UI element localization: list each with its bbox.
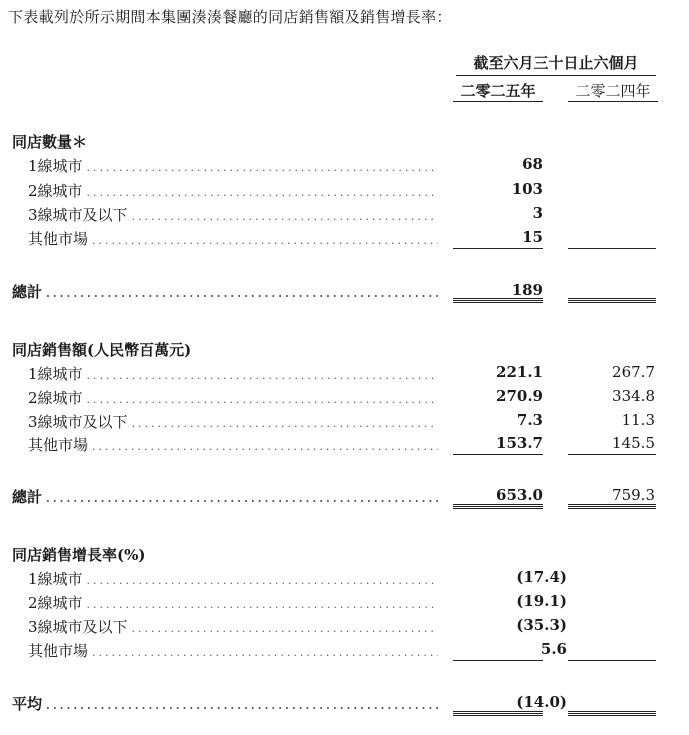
row-label: 3線城市及以下 — [28, 206, 128, 224]
row-label: 其他市場 — [28, 642, 89, 660]
leader-dots — [46, 287, 438, 300]
value-cell: 221.1 — [496, 363, 543, 381]
total-value: 759.3 — [612, 486, 655, 504]
value-cell: 145.5 — [612, 434, 655, 452]
row-label: 2線城市 — [28, 182, 83, 200]
leader-dots — [87, 161, 438, 174]
year-header-2025: 二零二五年 — [460, 82, 536, 100]
total-value: 653.0 — [496, 486, 543, 504]
total-double-underline — [568, 300, 656, 306]
leader-dots — [46, 492, 438, 505]
value-cell: (35.3) — [516, 616, 567, 634]
row-label: 其他市場 — [28, 230, 89, 248]
row-label: 1線城市 — [28, 157, 83, 175]
leader-dots — [87, 598, 438, 611]
value-cell: 15 — [522, 228, 543, 246]
section-title-growth: 同店銷售增長率(%) — [12, 546, 146, 564]
total-double-underline — [453, 506, 543, 512]
leader-dots — [132, 417, 438, 430]
section-title-sales: 同店銷售額(人民幣百萬元) — [12, 341, 192, 359]
value-cell: 7.3 — [516, 411, 543, 429]
row-label: 2線城市 — [28, 389, 83, 407]
leader-dots — [92, 646, 438, 659]
period-underline — [456, 75, 656, 76]
total-line — [568, 504, 656, 505]
value-cell: 68 — [522, 155, 543, 173]
table-row — [28, 640, 438, 661]
value-cell: 103 — [511, 180, 543, 198]
subtotal-line — [568, 248, 656, 249]
row-label: 2線城市 — [28, 594, 83, 612]
table-row — [28, 616, 438, 637]
value-cell: 5.6 — [540, 640, 567, 658]
leader-dots — [87, 574, 438, 587]
row-label: 3線城市及以下 — [28, 413, 128, 431]
value-cell: 153.7 — [496, 434, 543, 452]
table-row — [28, 180, 438, 201]
value-cell: 11.3 — [621, 411, 655, 429]
table-row — [28, 411, 438, 432]
row-label: 其他市場 — [28, 436, 89, 454]
table-row — [28, 363, 438, 384]
subtotal-line — [568, 454, 656, 455]
total-line — [568, 298, 656, 299]
leader-dots — [87, 186, 438, 199]
section-title-store-count: 同店數量＊ — [12, 133, 88, 151]
subtotal-line — [453, 248, 543, 249]
period-header: 截至六月三十日止六個月 — [473, 54, 639, 72]
table-row — [28, 155, 438, 176]
leader-dots — [46, 699, 438, 712]
subtotal-line — [453, 660, 543, 661]
intro-text: 下表載列於所示期間本集團湊湊餐廳的同店銷售額及銷售增長率： — [8, 8, 452, 26]
row-label: 1線城市 — [28, 570, 83, 588]
leader-dots — [132, 622, 438, 635]
value-cell: (19.1) — [516, 592, 567, 610]
average-value: (14.0) — [516, 693, 567, 711]
total-double-underline — [453, 300, 543, 306]
leader-dots — [87, 369, 438, 382]
table-row — [28, 204, 438, 225]
row-label: 1線城市 — [28, 365, 83, 383]
table-row — [28, 228, 438, 249]
average-label: 平均 — [12, 695, 43, 713]
table-row — [28, 592, 438, 613]
total-double-underline — [568, 506, 656, 512]
value-cell: 267.7 — [612, 363, 655, 381]
value-cell: 3 — [532, 204, 543, 222]
total-label: 總計 — [12, 488, 43, 506]
total-line — [453, 711, 543, 712]
table-row — [28, 387, 438, 408]
year-header-2024: 二零二四年 — [575, 82, 651, 100]
row-label: 3線城市及以下 — [28, 618, 128, 636]
total-double-underline — [568, 713, 656, 719]
leader-dots — [92, 234, 438, 247]
leader-dots — [132, 210, 438, 223]
value-cell: 334.8 — [612, 387, 655, 405]
total-row — [12, 281, 438, 302]
total-value: 189 — [511, 281, 543, 299]
total-line — [568, 711, 656, 712]
table-row — [28, 568, 438, 589]
total-row — [12, 486, 438, 507]
table-row — [28, 434, 438, 455]
year-underline-2025 — [453, 101, 543, 102]
subtotal-line — [453, 454, 543, 455]
total-line — [453, 504, 543, 505]
value-cell: 270.9 — [496, 387, 543, 405]
leader-dots — [87, 393, 438, 406]
leader-dots — [92, 440, 438, 453]
average-row — [12, 693, 438, 714]
year-underline-2024 — [568, 101, 658, 102]
value-cell: (17.4) — [516, 568, 567, 586]
total-double-underline — [453, 713, 543, 719]
total-label: 總計 — [12, 283, 43, 301]
total-line — [453, 298, 543, 299]
subtotal-line — [568, 660, 656, 661]
